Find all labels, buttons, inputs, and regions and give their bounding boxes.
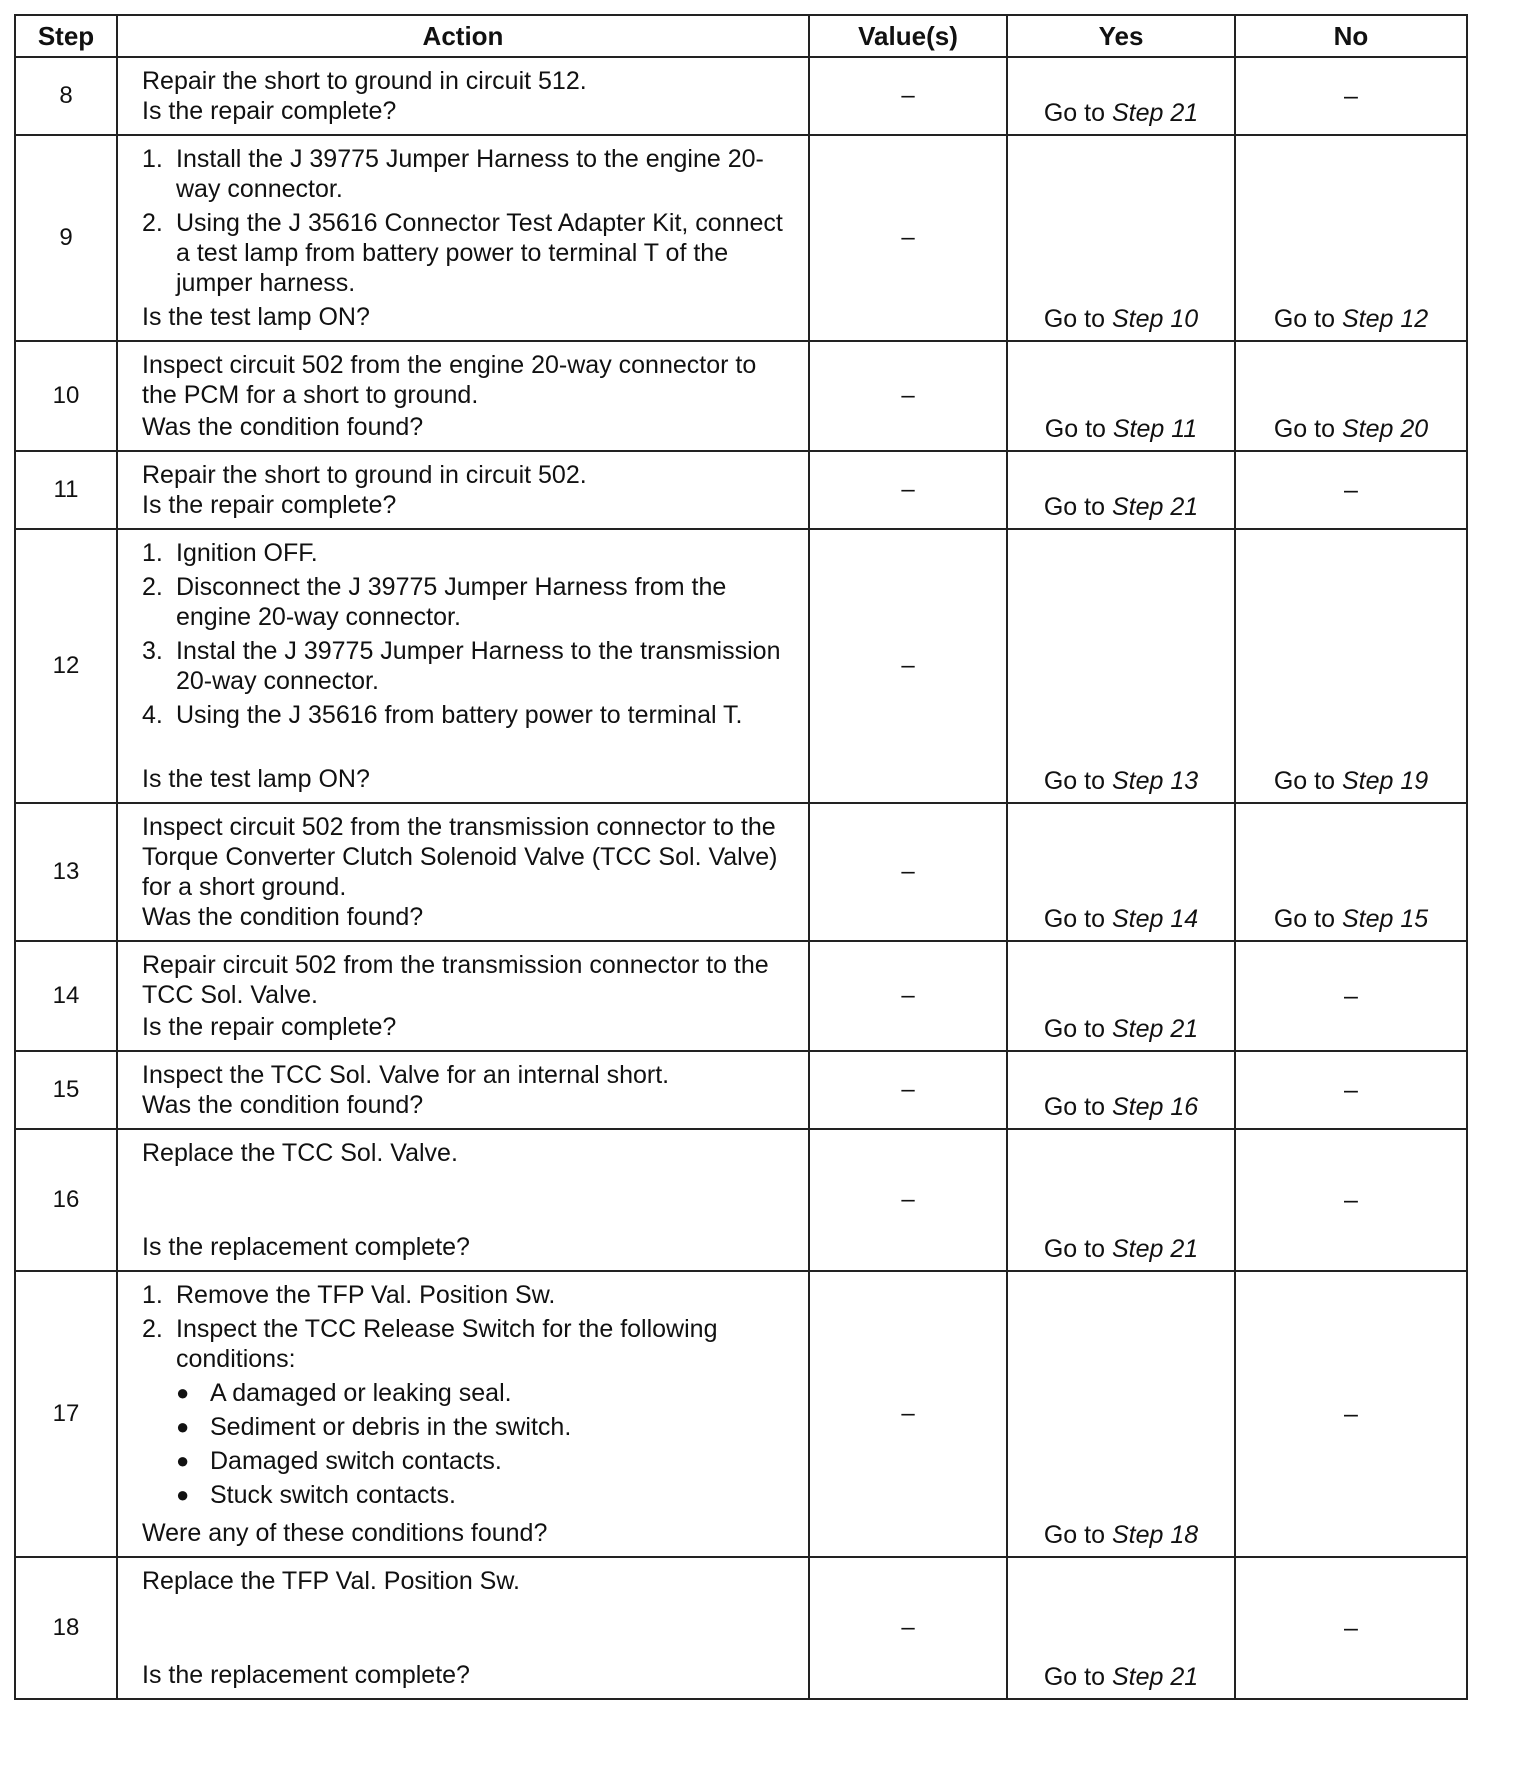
- header-yes: Yes: [1007, 15, 1235, 57]
- step-number: 16: [15, 1129, 117, 1271]
- action-text: Inspect circuit 502 from the engine 20-way connector to the PCM for a short to ground.: [142, 351, 757, 409]
- no-step-ref: Step 15: [1341, 905, 1429, 933]
- action-content: [142, 1280, 792, 1548]
- yes-step-ref: Step 21: [1111, 1663, 1199, 1691]
- action-cell: [117, 803, 809, 941]
- yes-step-ref: Step 16: [1111, 1093, 1199, 1121]
- header-values: Value(s): [809, 15, 1007, 57]
- no-cell: –: [1235, 1129, 1467, 1271]
- yes-cell: [1007, 941, 1235, 1051]
- action-question: Is the replacement complete?: [142, 1233, 470, 1261]
- value-cell: –: [809, 803, 1007, 941]
- action-step-item: [142, 538, 792, 568]
- no-cell: [1235, 341, 1467, 451]
- action-text: Repair the short to ground in circuit 512.: [142, 67, 587, 95]
- action-content: [142, 950, 792, 1042]
- item-number: 2.: [142, 573, 163, 601]
- yes-cell: [1007, 135, 1235, 341]
- action-content: [142, 66, 792, 126]
- value-cell: –: [809, 451, 1007, 529]
- yes-cell: [1007, 1557, 1235, 1699]
- action-question: Were any of these conditions found?: [142, 1519, 548, 1547]
- item-text: Remove the TFP Val. Position Sw.: [176, 1281, 556, 1309]
- yes-cell: [1007, 57, 1235, 135]
- action-question: Is the test lamp ON?: [142, 765, 370, 793]
- action-question: Was the condition found?: [142, 903, 424, 931]
- step-number: 12: [15, 529, 117, 803]
- action-step-item: [142, 144, 792, 204]
- diagnostic-table: [14, 14, 1468, 1700]
- no-cell: –: [1235, 941, 1467, 1051]
- action-content: [142, 812, 792, 932]
- yes-step-ref: Step 21: [1111, 493, 1199, 521]
- item-text: Using the J 35616 from battery power to terminal T.: [176, 701, 743, 729]
- action-content: [142, 460, 792, 520]
- table-row: [15, 341, 1467, 451]
- item-text: Install the J 39775 Jumper Harness to the engine 20-way connector.: [176, 145, 764, 203]
- yes-cell: [1007, 451, 1235, 529]
- yes-step-ref: Step 21: [1111, 1015, 1199, 1043]
- action-step-item: [142, 700, 792, 730]
- action-question: Is the repair complete?: [142, 97, 397, 125]
- no-cell: –: [1235, 1051, 1467, 1129]
- yes-cell: [1007, 1129, 1235, 1271]
- action-question: Was the condition found?: [142, 413, 424, 441]
- no-cell: –: [1235, 1271, 1467, 1557]
- no-cell: [1235, 529, 1467, 803]
- action-question: Is the repair complete?: [142, 491, 397, 519]
- yes-prefix: Go to: [1043, 99, 1112, 127]
- yes-prefix: Go to: [1043, 767, 1112, 795]
- yes-prefix: Go to: [1043, 493, 1112, 521]
- value-cell: –: [809, 1051, 1007, 1129]
- no-prefix: Go to: [1273, 767, 1342, 795]
- action-text: Replace the TCC Sol. Valve.: [142, 1139, 458, 1167]
- action-content: [142, 1566, 792, 1690]
- action-text: Repair circuit 502 from the transmission connector to the TCC Sol. Valve.: [142, 951, 769, 1009]
- yes-step-ref: Step 14: [1111, 905, 1199, 933]
- item-text: Using the J 35616 Connector Test Adapter Kit, connect a test lamp from battery power to terminal T of the jumper harness.: [176, 209, 783, 297]
- bullet-text: Damaged switch contacts.: [210, 1447, 502, 1475]
- step-number: 17: [15, 1271, 117, 1557]
- action-content: [142, 1138, 792, 1262]
- bullet-icon: ●: [176, 1482, 190, 1507]
- yes-cell: [1007, 803, 1235, 941]
- action-cell: [117, 529, 809, 803]
- table-row: [15, 941, 1467, 1051]
- table-row: [15, 135, 1467, 341]
- yes-step-ref: Step 18: [1111, 1521, 1199, 1549]
- yes-step-ref: Step 11: [1112, 415, 1198, 443]
- yes-prefix: Go to: [1043, 1015, 1112, 1043]
- yes-cell: [1007, 529, 1235, 803]
- yes-prefix: Go to: [1043, 1663, 1112, 1691]
- bullet-item: [176, 1412, 792, 1442]
- table-row: [15, 1051, 1467, 1129]
- action-content: [142, 144, 792, 332]
- value-cell: –: [809, 57, 1007, 135]
- yes-step-ref: Step 13: [1111, 767, 1199, 795]
- value-cell: –: [809, 1129, 1007, 1271]
- value-cell: –: [809, 1271, 1007, 1557]
- no-cell: [1235, 135, 1467, 341]
- yes-step-ref: Step 21: [1111, 99, 1199, 127]
- action-cell: [117, 941, 809, 1051]
- action-cell: [117, 135, 809, 341]
- action-step-item: [142, 1280, 792, 1310]
- value-cell: –: [809, 941, 1007, 1051]
- bullet-text: Stuck switch contacts.: [210, 1481, 456, 1509]
- item-number: 1.: [142, 1281, 163, 1309]
- item-text: Ignition OFF.: [176, 539, 318, 567]
- step-number: 8: [15, 57, 117, 135]
- action-cell: [117, 1557, 809, 1699]
- no-prefix: Go to: [1273, 305, 1342, 333]
- yes-prefix: Go to: [1043, 1521, 1112, 1549]
- no-cell: –: [1235, 57, 1467, 135]
- yes-prefix: Go to: [1044, 415, 1113, 443]
- bullet-item: [176, 1480, 792, 1510]
- action-content: [142, 538, 792, 794]
- bullet-item: [176, 1378, 792, 1408]
- item-number: 2.: [142, 209, 163, 237]
- bullet-text: A damaged or leaking seal.: [210, 1379, 512, 1407]
- step-number: 18: [15, 1557, 117, 1699]
- action-cell: [117, 1129, 809, 1271]
- no-step-ref: Step 20: [1341, 415, 1429, 443]
- action-text: Inspect circuit 502 from the transmission connector to the Torque Converter Clutch Solenoid Valve (TCC Sol. Valve) for a short ground.: [142, 813, 778, 901]
- item-number: 2.: [142, 1315, 163, 1343]
- bullet-icon: ●: [176, 1380, 190, 1405]
- item-number: 1.: [142, 539, 163, 567]
- action-question: Is the replacement complete?: [142, 1661, 470, 1689]
- item-number: 4.: [142, 701, 163, 729]
- no-prefix: Go to: [1273, 415, 1342, 443]
- item-text: Inspect the TCC Release Switch for the following conditions:: [176, 1315, 718, 1373]
- value-cell: –: [809, 341, 1007, 451]
- value-cell: –: [809, 1557, 1007, 1699]
- yes-prefix: Go to: [1043, 305, 1112, 333]
- yes-step-ref: Step 10: [1111, 305, 1199, 333]
- action-step-item: [142, 208, 792, 298]
- no-prefix: Go to: [1273, 905, 1342, 933]
- action-text: Replace the TFP Val. Position Sw.: [142, 1567, 520, 1595]
- table-row: [15, 451, 1467, 529]
- step-number: 11: [15, 451, 117, 529]
- action-step-item: [142, 1314, 792, 1374]
- bullet-text: Sediment or debris in the switch.: [210, 1413, 572, 1441]
- yes-prefix: Go to: [1043, 1093, 1112, 1121]
- yes-prefix: Go to: [1043, 905, 1112, 933]
- table-row: [15, 1557, 1467, 1699]
- action-cell: [117, 57, 809, 135]
- yes-prefix: Go to: [1043, 1235, 1112, 1263]
- header-step: Step: [15, 15, 117, 57]
- action-cell: [117, 341, 809, 451]
- action-question: Is the repair complete?: [142, 1013, 397, 1041]
- action-question: Was the condition found?: [142, 1091, 424, 1119]
- yes-cell: [1007, 1051, 1235, 1129]
- step-number: 10: [15, 341, 117, 451]
- yes-step-ref: Step 21: [1111, 1235, 1199, 1263]
- action-content: [142, 1060, 792, 1120]
- step-number: 15: [15, 1051, 117, 1129]
- bullet-item: [176, 1446, 792, 1476]
- action-step-item: [142, 572, 792, 632]
- item-text: Disconnect the J 39775 Jumper Harness from the engine 20-way connector.: [176, 573, 727, 631]
- table-row: [15, 1129, 1467, 1271]
- value-cell: –: [809, 135, 1007, 341]
- value-cell: –: [809, 529, 1007, 803]
- item-text: Instal the J 39775 Jumper Harness to the transmission 20-way connector.: [176, 637, 781, 695]
- yes-cell: [1007, 341, 1235, 451]
- action-cell: [117, 1051, 809, 1129]
- action-cell: [117, 451, 809, 529]
- action-content: [142, 350, 792, 442]
- table-row: [15, 803, 1467, 941]
- action-text: Inspect the TCC Sol. Valve for an internal short.: [142, 1061, 670, 1089]
- no-step-ref: Step 12: [1341, 305, 1429, 333]
- step-number: 13: [15, 803, 117, 941]
- item-number: 1.: [142, 145, 163, 173]
- action-text: Repair the short to ground in circuit 502.: [142, 461, 587, 489]
- table-row: [15, 529, 1467, 803]
- yes-cell: [1007, 1271, 1235, 1557]
- action-step-item: [142, 636, 792, 696]
- no-cell: –: [1235, 451, 1467, 529]
- no-cell: –: [1235, 1557, 1467, 1699]
- header-no: No: [1235, 15, 1467, 57]
- bullet-icon: ●: [176, 1414, 190, 1439]
- item-number: 3.: [142, 637, 163, 665]
- action-cell: [117, 1271, 809, 1557]
- step-number: 9: [15, 135, 117, 341]
- header-row: [15, 15, 1467, 57]
- action-question: Is the test lamp ON?: [142, 303, 370, 331]
- step-number: 14: [15, 941, 117, 1051]
- no-cell: [1235, 803, 1467, 941]
- header-action: Action: [117, 15, 809, 57]
- table-row: [15, 1271, 1467, 1557]
- no-step-ref: Step 19: [1341, 767, 1429, 795]
- bullet-icon: ●: [176, 1448, 190, 1473]
- table-row: [15, 57, 1467, 135]
